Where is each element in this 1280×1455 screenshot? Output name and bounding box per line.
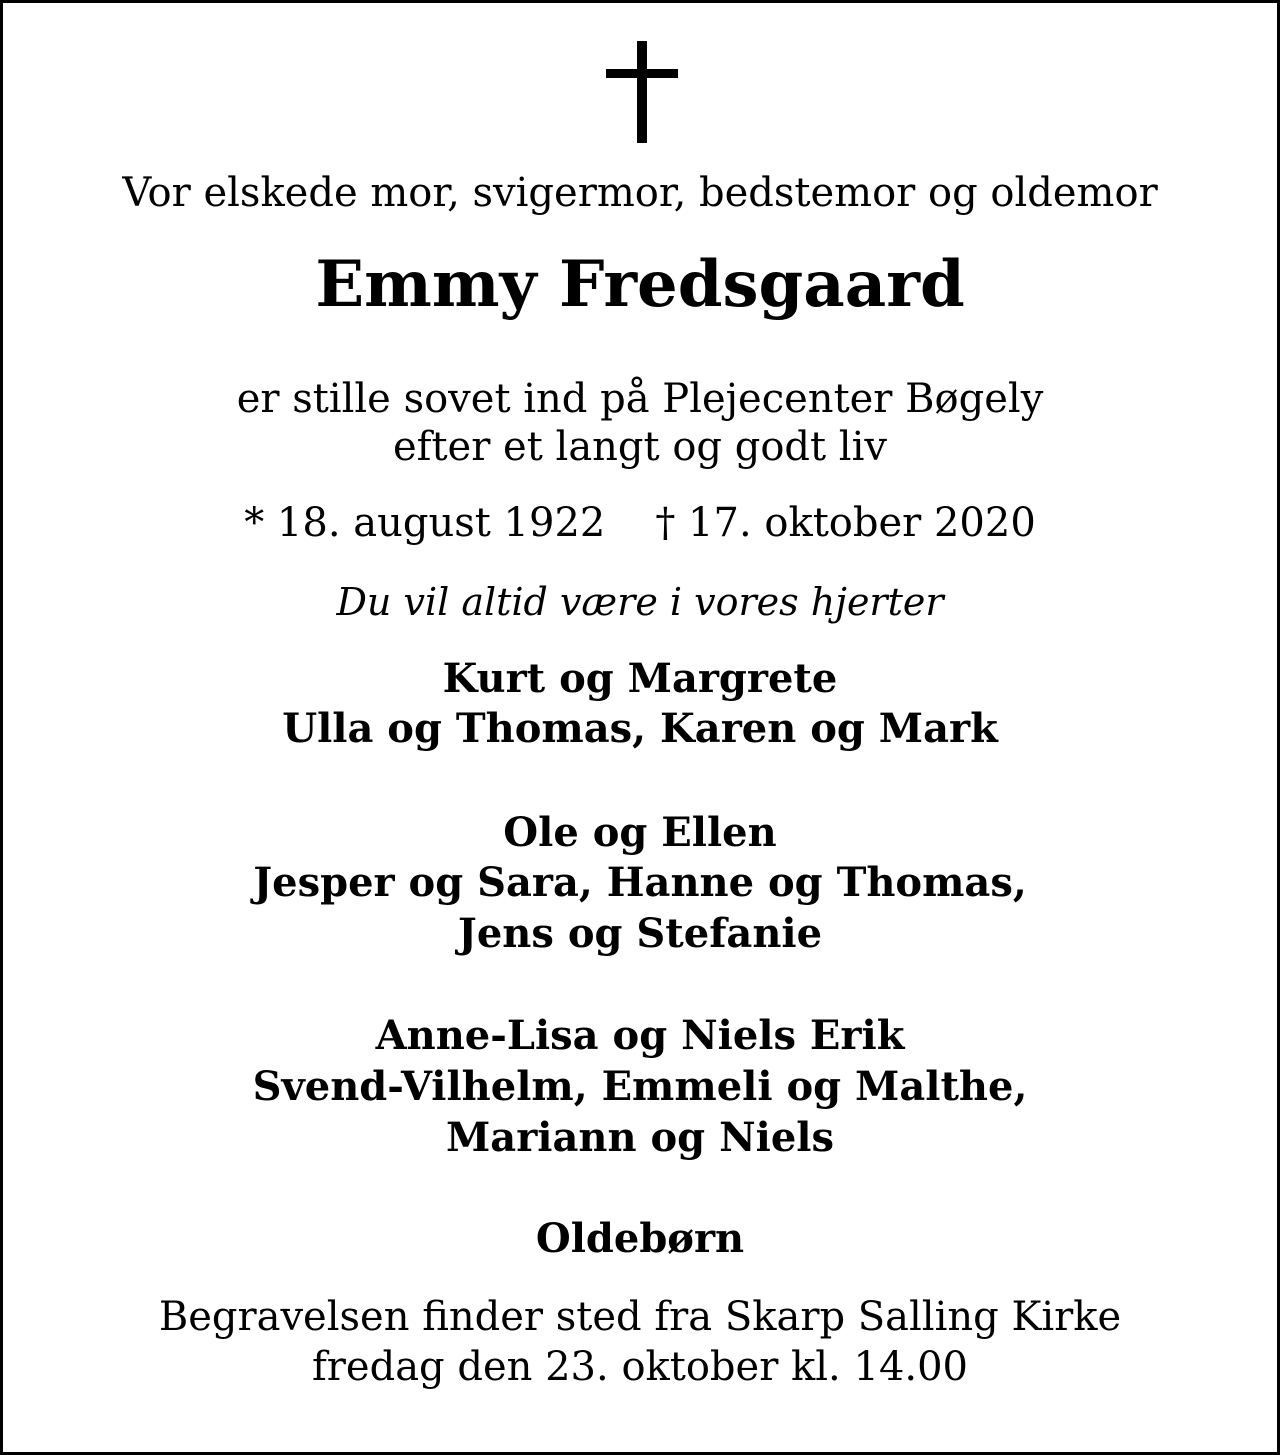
family-line: Kurt og Margrete (442, 655, 838, 702)
birth-date: * 18. august 1922 (244, 500, 606, 546)
family-line: Anne-Lisa og Niels Erik (375, 1012, 905, 1059)
funeral-line-2: fredag den 23. oktober kl. 14.00 (311, 1344, 968, 1390)
great-grandchildren-line: Oldebørn (535, 1215, 745, 1262)
intro-line: Vor elskede mor, svigermor, bedstemor og oldemor (122, 170, 1158, 216)
death-date: † 17. oktober 2020 (655, 500, 1036, 546)
memorial-motto: Du vil altid være i vores hjerter (336, 580, 944, 624)
life-dates (3, 500, 1277, 546)
family-line: Ole og Ellen (503, 809, 777, 856)
passing-line-1: er stille sovet ind på Plejecenter Bøgely (236, 376, 1044, 422)
family-line: Svend-Vilhelm, Emmeli og Malthe, (252, 1063, 1028, 1110)
latin-cross-icon (606, 41, 678, 143)
family-line: Ulla og Thomas, Karen og Mark (282, 705, 998, 752)
passing-line-2: efter et langt og godt liv (393, 424, 887, 470)
family-line: Jens og Stefanie (457, 910, 823, 957)
family-line: Jesper og Sara, Hanne og Thomas, (253, 859, 1027, 906)
funeral-line-1: Begravelsen finder sted fra Skarp Salling Kirke (158, 1294, 1122, 1340)
deceased-name: Emmy Fredsgaard (315, 247, 965, 322)
family-line: Mariann og Niels (446, 1114, 834, 1161)
